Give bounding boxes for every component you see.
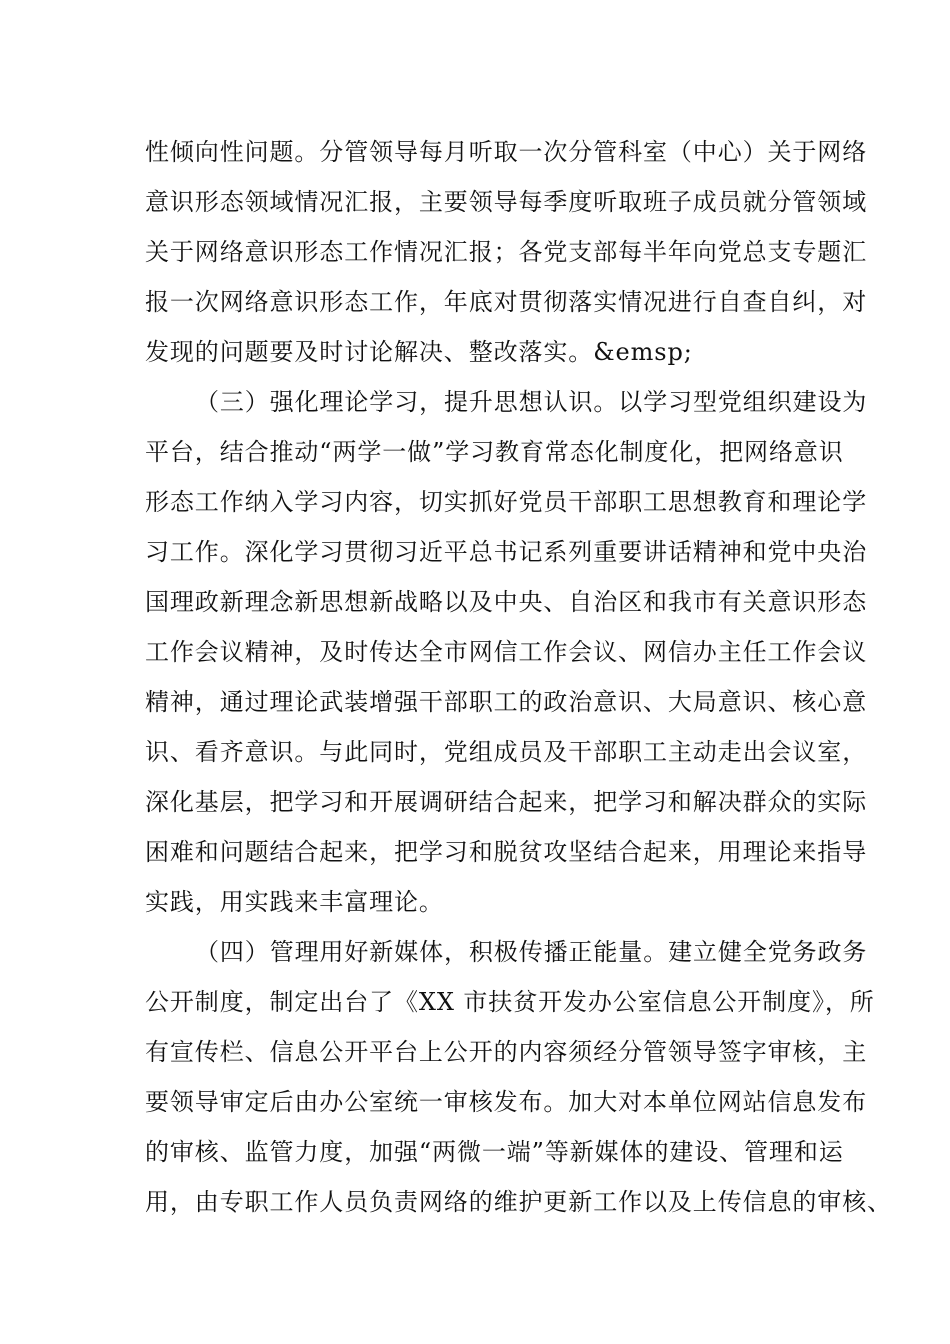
text-line: 识、看齐意识。与此同时，党组成员及干部职工主动走出会议室， [145, 738, 868, 766]
text-line: 要领导审定后由办公室统一审核发布。加大对本单位网站信息发布 [145, 1088, 868, 1116]
section-heading-line: （四）管理用好新媒体，积极传播正能量。建立健全党务政务 [195, 938, 868, 966]
text-line: 性倾向性问题。分管领导每月听取一次分管科室（中心）关于网络 [145, 138, 868, 166]
text-line: 用，由专职工作人员负责网络的维护更新工作以及上传信息的审核、 [145, 1188, 892, 1216]
text-line: 深化基层，把学习和开展调研结合起来，把学习和解决群众的实际 [145, 788, 868, 816]
text-line: 习工作。深化学习贯彻习近平总书记系列重要讲话精神和党中央治 [145, 538, 868, 566]
text-line: 工作会议精神，及时传达全市网信工作会议、网信办主任工作会议 [145, 638, 868, 666]
section-heading-line: （三）强化理论学习，提升思想认识。以学习型党组织建设为 [195, 388, 868, 416]
text-line: 困难和问题结合起来，把学习和脱贫攻坚结合起来，用理论来指导 [145, 838, 868, 866]
text-line: 国理政新理念新思想新战略以及中央、自治区和我市有关意识形态 [145, 588, 868, 616]
text-line: 平台，结合推动“两学一做”学习教育常态化制度化，把网络意识 [145, 438, 844, 466]
text-line: 有宣传栏、信息公开平台上公开的内容须经分管领导签字审核，主 [145, 1038, 868, 1066]
text-line: 意识形态领域情况汇报，主要领导每季度听取班子成员就分管领域 [145, 188, 868, 216]
text-line: 关于网络意识形态工作情况汇报；各党支部每半年向党总支专题汇 [145, 238, 868, 266]
text-line: 公开制度，制定出台了《XX 市扶贫开发办公室信息公开制度》，所 [145, 988, 875, 1016]
text-line: 报一次网络意识形态工作，年底对贯彻落实情况进行自查自纠，对 [145, 288, 868, 316]
text-line: 精神，通过理论武装增强干部职工的政治意识、大局意识、核心意 [145, 688, 868, 716]
text-line: 发现的问题要及时讨论解决、整改落实。&emsp; [145, 338, 693, 366]
text-line: 形态工作纳入学习内容，切实抓好党员干部职工思想教育和理论学 [145, 488, 868, 516]
text-line: 的审核、监管力度，加强“两微一端”等新媒体的建设、管理和运 [145, 1138, 844, 1166]
text-line: 实践，用实践来丰富理论。 [145, 888, 444, 916]
